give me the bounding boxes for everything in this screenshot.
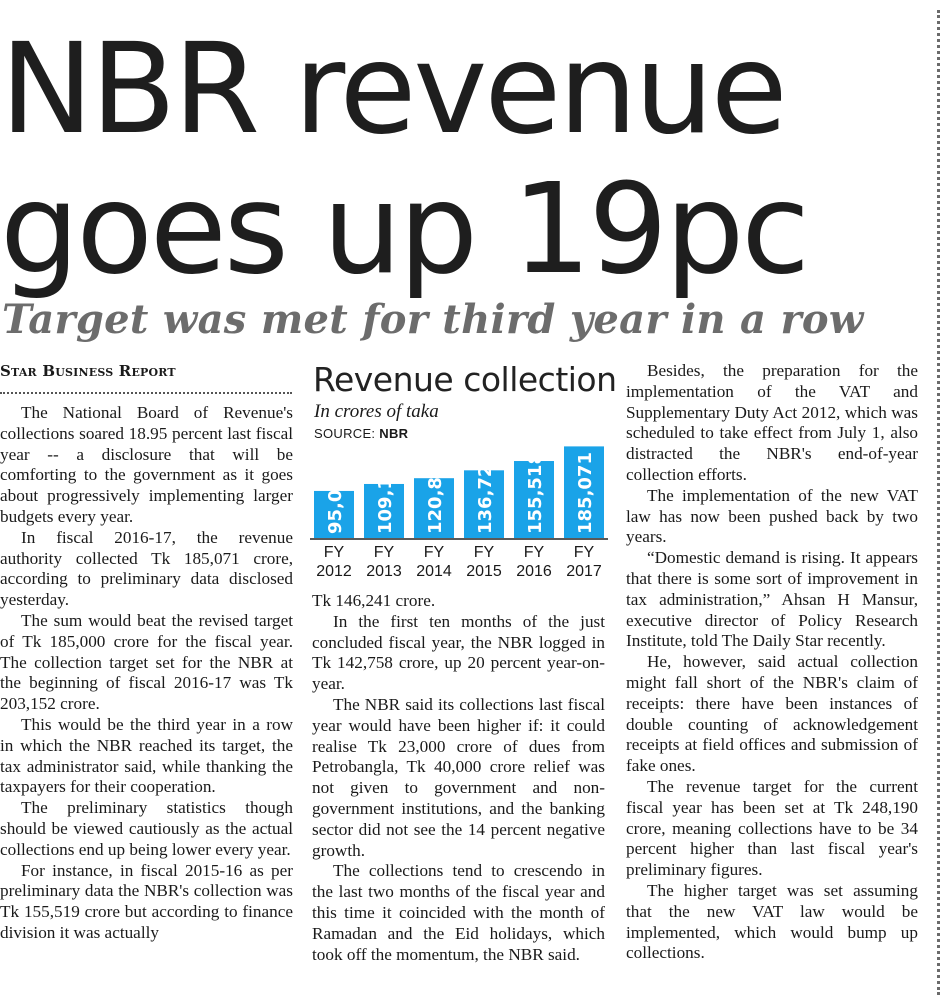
chart-title: Revenue collection (313, 360, 617, 399)
x-tick-label-year: 2017 (566, 563, 602, 580)
bar-value-label: 136,723 (475, 452, 496, 534)
paragraph: The sum would beat the revised target of Tk 185,000 crore for the fiscal year. The collection target set for the NBR at the beginning of fiscal 2016-17 was Tk 203,152 crore. (0, 610, 293, 714)
paragraph: In fiscal 2016-17, the revenue authority collected Tk 185,071 crore, according to preliminary data disclosed yesterday. (0, 527, 293, 610)
paragraph: The NBR said its collections last fiscal year would have been higher if: it could realise Tk 23,000 crore of dues from Petrobangla, Tk 40,000 crore relief was not given to government and non-government institutions, and the banking sector did not see the 14 percent negative growth. (312, 694, 605, 860)
x-tick-label-year: 2015 (466, 563, 502, 580)
paragraph: The revenue target for the current fiscal year has been set at Tk 248,190 crore, meaning collections have to be 34 percent higher than last fiscal year's preliminary figures. (626, 776, 918, 880)
column-rule (937, 10, 940, 995)
paragraph: The collections tend to crescendo in the last two months of the fiscal year and this time it coincided with the month of Ramadan and the Eid holidays, which took off the momentum, the NBR said. (312, 861, 605, 964)
article-column-2 (312, 591, 605, 965)
x-tick-label-prefix: FY (423, 544, 445, 561)
x-tick-label-prefix: FY (323, 544, 345, 561)
paragraph: Besides, the preparation for the implementation of the VAT and Supplementary Duty Act 2012, which was scheduled to take effect from July 1, also distracted the NBR's end-of-year collection efforts. (626, 361, 918, 484)
x-tick-label-prefix: FY (523, 544, 545, 561)
chart-source-label: SOURCE: (314, 426, 376, 441)
paragraph: The National Board of Revenue's collections soared 18.95 percent last fiscal year -- a disclosure that will be comforting to the government as it goes about progressively implementing larger budgets every year. (0, 403, 293, 526)
x-tick-label-prefix: FY (473, 544, 495, 561)
x-tick-label-year: 2014 (416, 563, 452, 580)
paragraph: He, however, said actual collection might fall short of the NBR's claim of receipts: there have been instances of double counting of acknowledgement receipts at field offices and submission of fake ones. (626, 652, 918, 776)
subheadline: Target was met for third year in a row (2, 296, 864, 343)
paragraph: The implementation of the new VAT law has now been pushed back by two years. (626, 485, 918, 547)
chart-subtitle: In crores of taka (314, 401, 439, 422)
chart-source-value: NBR (379, 426, 409, 441)
paragraph: This would be the third year in a row in which the NBR reached its target, the tax administrator said, while thanking the taxpayers for their cooperation. (0, 714, 293, 797)
bar-value-label: 155,518 (525, 452, 546, 534)
paragraph: The preliminary statistics though should be viewed cautiously as the actual collections end up being lower every year. (0, 798, 293, 859)
bar-value-label: 109,151 (375, 452, 396, 534)
paragraph: Tk 146,241 crore. (312, 591, 436, 610)
headline-line-1: NBR revenue (0, 17, 785, 162)
x-tick-label-prefix: FY (373, 544, 395, 561)
bar-value-label: 95,058 (325, 464, 346, 534)
revenue-bar-chart (308, 410, 608, 586)
article-column-1 (0, 403, 293, 944)
paragraph: In the first ten months of the just concluded fiscal year, the NBR logged in Tk 142,758 crore, up 20 percent year-on-year. (312, 611, 605, 694)
paragraph: For instance, in fiscal 2015-16 as per preliminary data the NBR's collection was Tk 155,519 crore but according to finance division it was actually (0, 860, 293, 942)
x-tick-label-year: 2012 (316, 563, 352, 580)
byline: Star Business Report (0, 362, 292, 394)
headline (0, 17, 935, 302)
bar-value-label: 120,819 (425, 452, 446, 534)
paragraph: “Domestic demand is rising. It appears that there is some sort of improvement in tax administration,” Ahsan H Mansur, executive director of Policy Research Institute, told The Daily Star recently. (626, 548, 918, 651)
x-tick-label-year: 2013 (366, 563, 402, 580)
paragraph: The higher target was set assuming that the new VAT law would be implemented, which would bump up collections. (626, 880, 918, 963)
x-tick-label-prefix: FY (573, 544, 595, 561)
article-column-3 (626, 361, 918, 964)
x-tick-label-year: 2016 (516, 563, 552, 580)
headline-line-2: goes up 19pc (0, 157, 808, 302)
bar-value-label: 185,071 (575, 452, 596, 534)
